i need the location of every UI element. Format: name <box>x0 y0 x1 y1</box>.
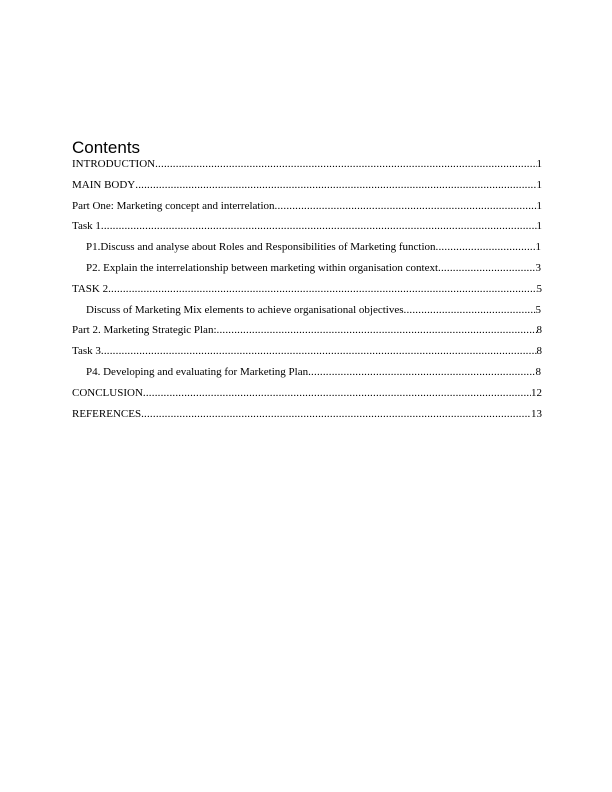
toc-entry-page: 1 <box>535 241 541 254</box>
dot-leader <box>217 324 537 336</box>
toc-entry-label: Discuss of Marketing Mix elements to achieve organisational objectives <box>86 303 404 316</box>
toc-entry-marketing-mix[interactable] <box>72 304 541 325</box>
dot-leader <box>438 262 535 274</box>
toc-entry-references[interactable] <box>72 408 542 429</box>
dot-leader <box>108 283 536 295</box>
toc-entry-page: 5 <box>535 303 541 316</box>
toc-entry-label: Task 3 <box>72 345 101 358</box>
toc-entry-page: 1 <box>536 178 542 191</box>
dot-leader <box>135 179 536 191</box>
toc-entry-label: P2. Explain the interrelationship between marketing within organisation context <box>86 261 439 274</box>
toc-entry-task-2[interactable] <box>72 283 542 304</box>
toc-entry-p4[interactable] <box>72 366 541 387</box>
toc-entry-main-body[interactable] <box>72 179 542 200</box>
toc-entry-page: 1 <box>536 199 542 212</box>
dot-leader <box>308 366 535 378</box>
toc-entry-task-1[interactable] <box>72 220 542 241</box>
toc-entry-label: Part 2. Marketing Strategic Plan: <box>72 324 217 337</box>
toc-entry-page: 12 <box>531 386 542 399</box>
toc-entry-page: 8 <box>536 345 542 358</box>
dot-leader <box>143 387 531 399</box>
toc-entry-page: 3 <box>535 261 541 274</box>
dot-leader <box>101 220 537 232</box>
dot-leader <box>436 241 536 253</box>
toc-entry-page: 5 <box>536 282 542 295</box>
toc-entry-label: Part One: Marketing concept and interrelation <box>72 199 275 212</box>
toc-entry-p1[interactable] <box>72 241 541 262</box>
dot-leader <box>275 200 537 212</box>
dot-leader <box>141 408 531 420</box>
toc-entry-label: MAIN BODY <box>72 178 136 191</box>
toc-entry-label: CONCLUSION <box>72 386 143 399</box>
contents-heading: Contents <box>72 138 141 157</box>
dot-leader <box>404 304 536 316</box>
toc-entry-page: 13 <box>531 407 542 420</box>
toc-entry-introduction[interactable] <box>72 158 542 179</box>
toc-entry-conclusion[interactable] <box>72 387 542 408</box>
toc-entry-page: 8 <box>536 324 542 337</box>
toc-entry-label: TASK 2 <box>72 282 109 295</box>
toc-entry-p2[interactable] <box>72 262 541 283</box>
toc-entry-page: 1 <box>536 220 542 233</box>
toc-entry-page: 8 <box>535 365 541 378</box>
toc-entry-label: INTRODUCTION <box>72 158 156 170</box>
toc-entry-label: P1.Discuss and analyse about Roles and Responsibilities of Marketing function <box>86 241 436 254</box>
dot-leader <box>155 158 536 170</box>
toc-entry-label: P4. Developing and evaluating for Marketing Plan <box>86 365 309 378</box>
toc-entry-part-2[interactable] <box>72 324 542 345</box>
table-of-contents <box>72 158 542 428</box>
toc-entry-task-3[interactable] <box>72 345 542 366</box>
dot-leader <box>101 345 537 357</box>
toc-entry-label: REFERENCES <box>72 407 142 420</box>
toc-entry-label: Task 1 <box>72 220 101 233</box>
toc-entry-part-one[interactable] <box>72 200 542 221</box>
toc-entry-page: 1 <box>536 158 542 170</box>
